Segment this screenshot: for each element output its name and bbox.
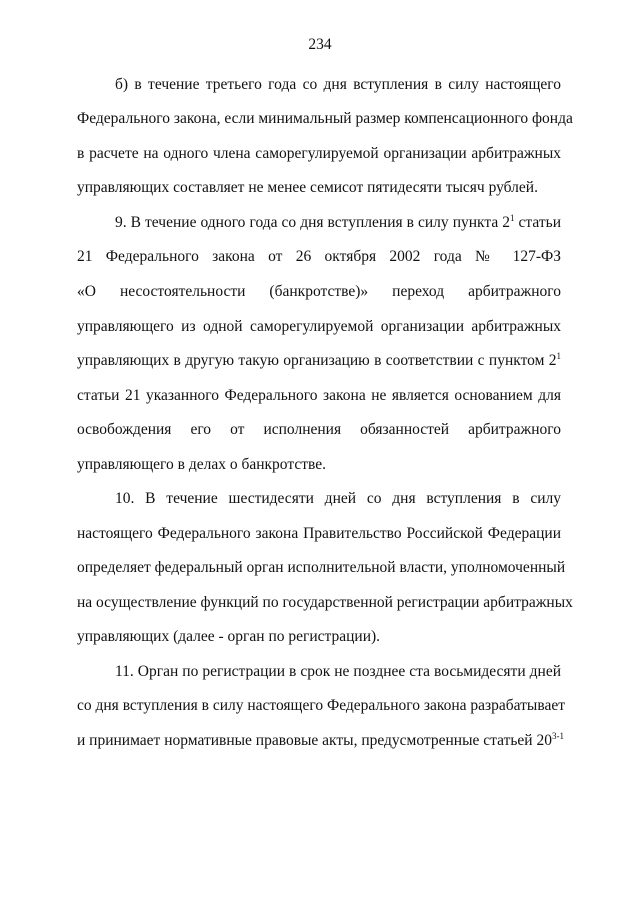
text-line: б) в течение третьего года со дня вступления в силу настоящего xyxy=(115,76,561,93)
text-line: управляющего в делах о банкротстве. xyxy=(77,456,326,473)
text-line: на осуществление функций по государственной регистрации арбитражных xyxy=(77,594,573,611)
text-line: 11. Орган по регистрации в срок не позднее ста восьмидесяти дней xyxy=(115,663,561,680)
text-line: 10. В течение шестидесяти дней со дня вступления в силу xyxy=(115,490,561,507)
text-line: определяет федеральный орган исполнительной власти, уполномоченный xyxy=(77,559,566,576)
text-line: управляющего из одной саморегулируемой организации арбитражных xyxy=(77,318,561,335)
text-line: освобождения его от исполнения обязанностей арбитражного xyxy=(77,421,561,438)
text-line: 9. В течение одного года со дня вступления в силу пункта $2^1$ статьи xyxy=(115,213,562,231)
text-line: со дня вступления в силу настоящего Федерального закона разрабатывает xyxy=(77,697,565,714)
text-line: и принимает нормативные правовые акты, предусмотренные статьей 20$^{3-1}$ xyxy=(77,731,564,749)
text-line: настоящего Федерального закона Правительство Российской Федерации xyxy=(77,525,561,542)
text-line: «О несостоятельности (банкротстве)» переход арбитражного xyxy=(77,283,561,300)
text-line: в расчете на одного члена саморегулируемой организации арбитражных xyxy=(77,145,561,162)
text-line: 21 Федерального закона от 26 октября 2002 года № 127-ФЗ xyxy=(77,248,561,265)
page-number: 234 xyxy=(308,36,332,53)
text-line: статьи 21 указанного Федерального закона не является основанием для xyxy=(77,387,561,404)
text-line: управляющих составляет не менее семисот пятидесяти тысяч рублей. xyxy=(77,179,538,196)
text-line: управляющих в другую такую организацию в соответствии с пунктом $2^1$ xyxy=(77,351,561,369)
text-line: управляющих (далее - орган по регистрации). xyxy=(77,628,381,645)
text-line: Федерального закона, если минимальный размер компенсационного фонда xyxy=(77,110,573,127)
